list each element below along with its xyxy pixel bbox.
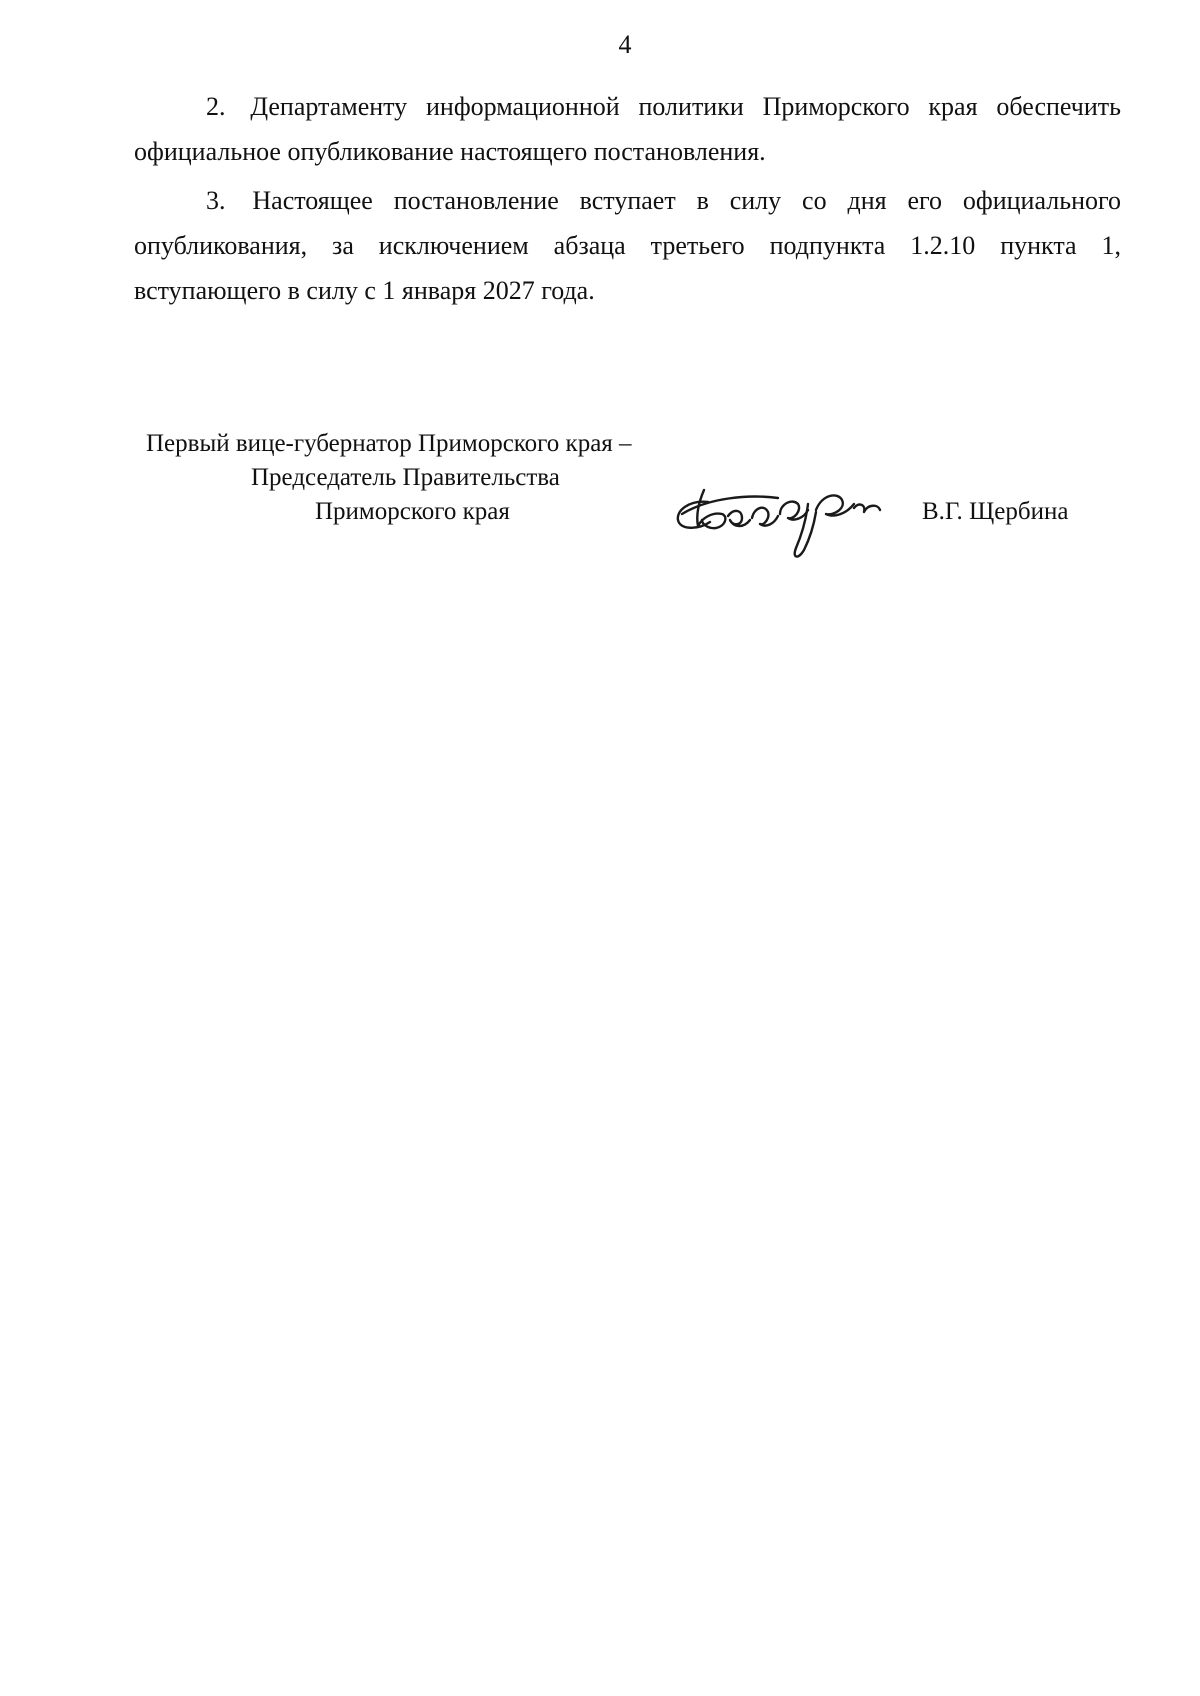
paragraph-text: Настоящее постановление вступает в силу со дня его официального опубликования, за исключением абзаца третьего подпункта 1.2.10 пункта 1, вступающего в силу с 1 января 2027 года. [134, 186, 1122, 305]
paragraph-number: 3. [206, 186, 226, 215]
signatory-title-line-3: Приморского края [315, 498, 510, 525]
paragraph-3 [134, 178, 1121, 313]
signer-name: В.Г. Щербина [922, 498, 1069, 525]
signatory-title-line-1: Первый вице-губернатор Приморского края – [146, 430, 632, 457]
paragraph-number: 2. [206, 92, 226, 121]
signatory-title-line-2: Председатель Правительства [251, 464, 560, 491]
paragraph-2 [134, 84, 1121, 174]
page-number: 4 [618, 30, 632, 59]
paragraph-text: Департаменту информационной политики Приморского края обеспечить официальное опубликование настоящего постановления. [134, 92, 1122, 166]
body-text [134, 84, 1121, 313]
handwritten-signature [668, 474, 913, 584]
